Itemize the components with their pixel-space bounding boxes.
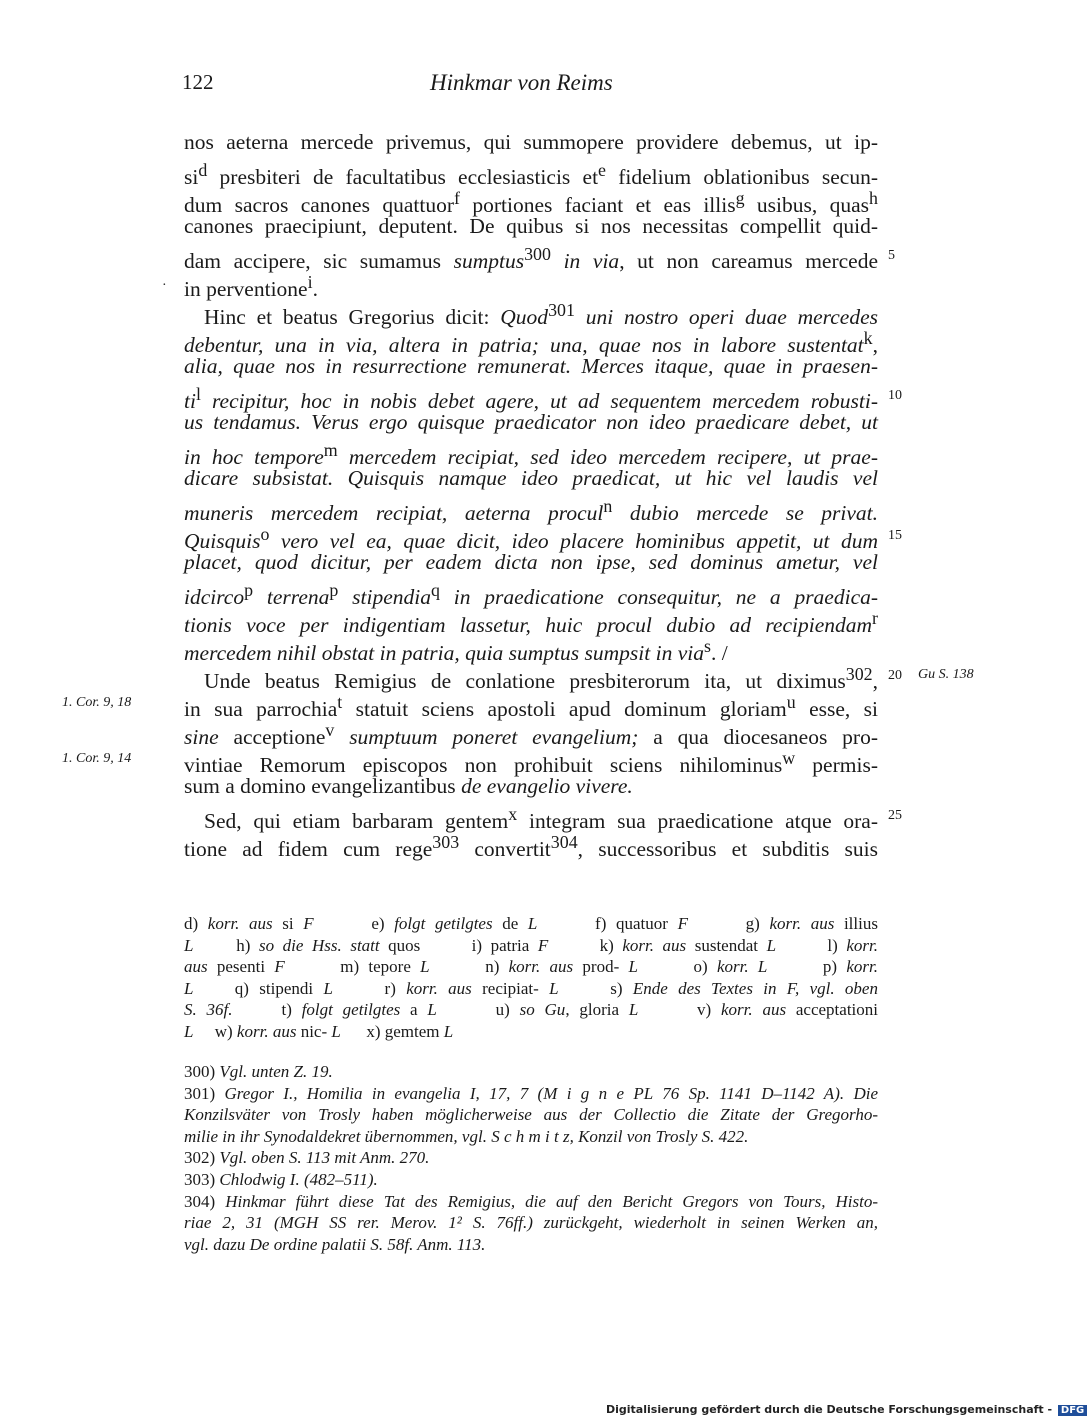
text-line: alia, quae nos in resurrectione remunerat. Merces itaque, quae in praesen- [184, 354, 878, 378]
page-number: 122 [182, 70, 214, 94]
text-line: sine acceptione$^v$ sumptuum poneret evangelium; a qua diocesaneos pro- [184, 720, 878, 750]
text-line: idcirco$^p$ terrena$^p$ stipendia$^q$ in praedicatione consequitur, ne a praedica- [184, 580, 879, 610]
text-line: tionis voce per indigentiam lassetur, huic procul dubio ad recipiendam$^r$ [184, 608, 878, 638]
line-number: 15 [888, 528, 902, 543]
text-line: in hoc tempore$^m$ mercedem recipiat, sed ideo mercedem recipere, ut prae- [184, 440, 878, 470]
line-number: 5 [888, 248, 895, 263]
text-line: dum sacros canones quattuor$^f$ portiones faciant et eas illis$^g$ usibus, quas$^h$ [184, 188, 878, 218]
line-number: 20 [888, 668, 902, 683]
apparatus-line: L h) so die Hss. statt quos i) patria F k) korr. aus sustendat L l) korr. [184, 935, 878, 955]
text-line: tione ad fidem cum rege$^{303}$ convertit$^{304}$, successoribus et subditis suis [184, 832, 878, 862]
text-line: Unde beatus Remigius de conlatione presbiterorum ita, ut diximus$^{302}$, [204, 664, 878, 694]
funding-note: Digitalisierung gefördert durch die Deutsche Forschungsgemeinschaft - [606, 1403, 1053, 1416]
footnote-line: 303) Chlodwig I. (482–511). [184, 1170, 378, 1189]
footnote-line: milie in ihr Synodaldekret übernommen, vgl. S c h m i t z, Konzil von Trosly S. 422. [184, 1126, 749, 1146]
text-line: mercedem nihil obstat in patria, quia sumptus sumpsit in via$^s$. / [184, 636, 728, 666]
text-line: canones praecipiunt, deputent. De quibus si nos necessitas compellit quid- [184, 214, 878, 238]
text-line: muneris mercedem recipiat, aeterna procul$^n$ dubio mercede se privat. [184, 496, 878, 526]
apparatus-line: aus pesenti F m) tepore L n) korr. aus prod- L o) korr. L p) korr. [184, 957, 878, 976]
footnote-line: 300) Vgl. unten Z. 19. [184, 1062, 333, 1081]
text-line: us tendamus. Verus ergo quisque praedicator non ideo praedicare debet, ut [184, 410, 878, 434]
apparatus-line: L w) korr. aus nic- L x) gemtem L [184, 1021, 454, 1041]
apparatus-line: S. 36f. t) folgt getilgtes a L u) so Gu, gloria L v) korr. aus acceptationi [184, 1000, 878, 1019]
dfg-logo: DFG [1058, 1405, 1087, 1416]
margin-reference-left: 1. Cor. 9, 18 [62, 695, 132, 710]
text-line: debentur, una in via, altera in patria; una, quae nos in labore sustentat$^k$, [184, 328, 878, 358]
text-line: vintiae Remorum episcopos non prohibuit sciens nihilominus$^w$ permis- [184, 748, 878, 778]
text-line: sum a domino evangelizantibus de evangelio vivere. [184, 774, 633, 798]
footnote-line: 301) Gregor I., Homilia in evangelia I, 17, 7 (M i g n e PL 76 Sp. 1141 D–1142 A). Die [184, 1083, 878, 1103]
margin-reference-left: 1. Cor. 9, 14 [62, 751, 132, 766]
footnote-line: vgl. dazu De ordine palatii S. 58f. Anm. 113. [184, 1234, 486, 1254]
text-line: Quisquis$^o$ vero vel ea, quae dicit, ideo placere hominibus appetit, ut dum [184, 524, 878, 554]
footnote-line: 302) Vgl. oben S. 113 mit Anm. 270. [184, 1148, 430, 1168]
line-number: 10 [888, 388, 902, 403]
running-title: Hinkmar von Reims [430, 70, 613, 95]
footnote-line: 304) Hinkmar führt diese Tat des Remigius, die auf den Bericht Gregors von Tours, Histo- [184, 1191, 878, 1211]
line-number: 25 [888, 808, 902, 823]
apparatus-line: d) korr. aus si F e) folgt getilgtes de L f) quatuor F g) korr. aus illius [184, 914, 878, 933]
text-line: $si^d$ presbiteri de facultatibus ecclesiasticis $et^e$ fidelium oblationibus secun- [184, 160, 878, 190]
margin-mark: · [162, 278, 167, 293]
text-line: $ti^l$ recipitur, hoc in nobis debet agere, ut ad sequentem mercedem robusti- [184, 384, 879, 414]
text-line: placet, quod dicitur, per eadem dicta non ipse, sed dominus ametur, vel [184, 550, 878, 574]
text-line: dicare subsistat. Quisquis namque ideo praedicat, ut hic vel laudis vel [184, 466, 878, 490]
text-line: in sua parrochia$^t$ statuit sciens apostoli apud dominum gloriam$^u$ esse, si [184, 692, 878, 722]
text-line: Hinc et beatus Gregorius dicit: Quod$^{301}$ uni nostro operi duae mercedes [204, 300, 878, 330]
text-line: Sed, qui etiam barbaram gentem$^x$ integram sua praedicatione atque ora- [204, 804, 878, 834]
apparatus-line: L q) stipendi L r) korr. aus recipiat- L s) Ende des Textes in F, vgl. oben [184, 978, 878, 998]
funding-footer [606, 1403, 1087, 1416]
text-line: dam accipere, sic sumamus sumptus$^{300}$ in via, ut non careamus mercede [184, 244, 878, 274]
text-line: nos aeterna mercede privemus, qui summopere providere debemus, ut ip- [184, 130, 878, 154]
margin-reference-right: Gu S. 138 [918, 667, 974, 682]
text-line: in perventione$^i$. [184, 272, 318, 302]
footnote-line: Konzilsväter von Trosly haben möglicherweise aus der Collectio die Zitate der Gregorho- [184, 1105, 878, 1125]
footnote-line: riae 2, 31 (MGH SS rer. Merov. 1² S. 76ff.) zurückgeht, wiederholt in seinen Werken an, [184, 1213, 878, 1233]
